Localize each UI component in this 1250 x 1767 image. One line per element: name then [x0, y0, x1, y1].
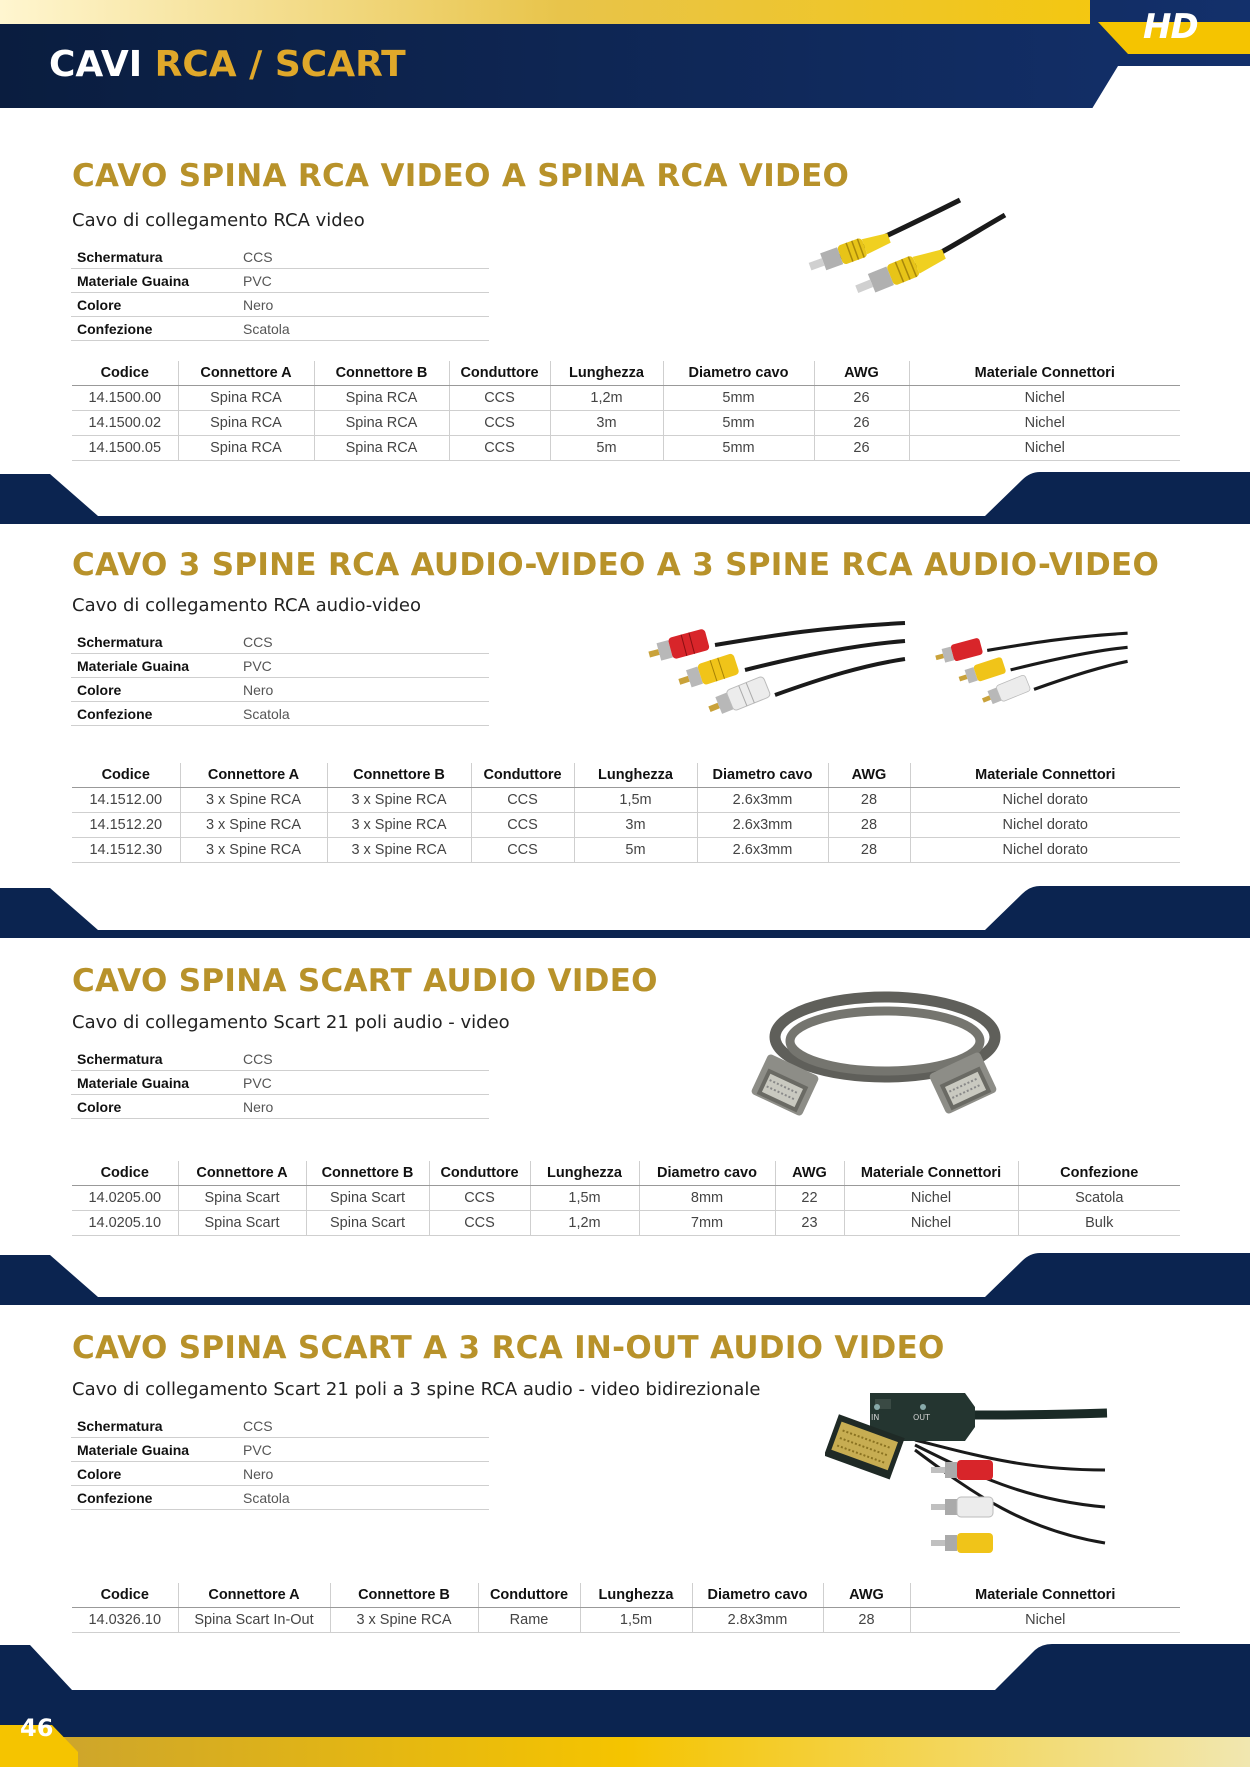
table-cell: 14.0205.00: [72, 1186, 178, 1211]
col-header: Lunghezza: [550, 361, 663, 386]
table-cell: 28: [828, 813, 910, 838]
rca-3-cable-image: [625, 615, 1130, 740]
table-cell: 3 x Spine RCA: [180, 813, 327, 838]
table-cell: Spina Scart: [306, 1186, 429, 1211]
table-cell: CCS: [449, 436, 550, 461]
col-header: Conduttore: [478, 1583, 580, 1608]
table-cell: Spina RCA: [314, 411, 449, 436]
spec-key: Confezione: [71, 1486, 237, 1510]
section-1-title: CAVO SPINA RCA VIDEO A SPINA RCA VIDEO: [72, 158, 850, 194]
table-cell: 26: [814, 386, 909, 411]
table-cell: Spina Scart: [178, 1186, 306, 1211]
scart-out-label: OUT: [913, 1413, 931, 1422]
table-cell: Rame: [478, 1608, 580, 1633]
table-cell: 14.1500.00: [72, 386, 178, 411]
spec-value: PVC: [237, 1071, 489, 1095]
table-cell: 28: [828, 788, 910, 813]
spec-key: Schermatura: [71, 630, 237, 654]
table-cell: 3 x Spine RCA: [180, 838, 327, 863]
table-cell: CCS: [449, 386, 550, 411]
col-header: Materiale Connettori: [910, 1583, 1180, 1608]
table-cell: 28: [828, 838, 910, 863]
col-header: Confezione: [1018, 1161, 1180, 1186]
table-cell: Spina RCA: [178, 386, 314, 411]
scart-rca-cable-image: [825, 1385, 1110, 1560]
col-header: Diametro cavo: [639, 1161, 775, 1186]
table-cell: CCS: [471, 788, 574, 813]
header-title-gold: RCA / SCART: [154, 44, 406, 85]
header-title-white: CAVI: [49, 44, 143, 85]
table-row: [72, 1186, 1180, 1211]
table-cell: CCS: [429, 1211, 530, 1236]
table-cell: 5m: [574, 838, 697, 863]
col-header: Connettore B: [314, 361, 449, 386]
table-cell: 26: [814, 411, 909, 436]
spec-row: [71, 293, 489, 317]
table-cell: 1,5m: [530, 1186, 639, 1211]
section-4-specs: [71, 1414, 489, 1510]
col-header: AWG: [828, 763, 910, 788]
spec-value: Scatola: [237, 702, 489, 726]
spec-row: [71, 317, 489, 341]
rca-video-cable-image: [780, 195, 1010, 320]
spec-row: [71, 1095, 489, 1119]
section-3-product-table: [72, 1161, 1180, 1236]
table-cell: 2.6x3mm: [697, 788, 828, 813]
section-2-subtitle: Cavo di collegamento RCA audio-video: [72, 595, 421, 616]
table-cell: 3m: [574, 813, 697, 838]
spec-value: Scatola: [237, 317, 489, 341]
section-3-title: CAVO SPINA SCART AUDIO VIDEO: [72, 963, 658, 999]
spec-key: Schermatura: [71, 1047, 237, 1071]
table-cell: 3 x Spine RCA: [327, 838, 471, 863]
spec-key: Colore: [71, 1462, 237, 1486]
spec-key: Schermatura: [71, 1414, 237, 1438]
col-header: Codice: [72, 1583, 178, 1608]
table-cell: CCS: [449, 411, 550, 436]
table-header-row: [72, 1583, 1180, 1608]
table-header-row: [72, 763, 1180, 788]
section-2-title: CAVO 3 SPINE RCA AUDIO-VIDEO A 3 SPINE RCA AUDIO-VIDEO: [72, 547, 1160, 583]
table-cell: 14.1500.02: [72, 411, 178, 436]
col-header: Diametro cavo: [697, 763, 828, 788]
table-cell: 5m: [550, 436, 663, 461]
col-header: Conduttore: [429, 1161, 530, 1186]
col-header: Materiale Connettori: [844, 1161, 1018, 1186]
col-header: Lunghezza: [530, 1161, 639, 1186]
table-cell: Nichel: [909, 411, 1180, 436]
table-cell: 14.0326.10: [72, 1608, 178, 1633]
scart-cable-image: [745, 985, 1020, 1130]
section-separator: [0, 466, 1250, 526]
col-header: Connettore A: [180, 763, 327, 788]
table-cell: 14.1512.00: [72, 788, 180, 813]
col-header: Codice: [72, 361, 178, 386]
table-row: [72, 838, 1180, 863]
table-cell: 14.0205.10: [72, 1211, 178, 1236]
section-3-subtitle: Cavo di collegamento Scart 21 poli audio - video: [72, 1012, 510, 1033]
col-header: Conduttore: [449, 361, 550, 386]
table-cell: Spina RCA: [178, 436, 314, 461]
table-cell: Nichel: [910, 1608, 1180, 1633]
col-header: Lunghezza: [574, 763, 697, 788]
spec-value: Nero: [237, 1462, 489, 1486]
table-cell: 3 x Spine RCA: [327, 788, 471, 813]
table-cell: Spina Scart: [178, 1211, 306, 1236]
table-row: [72, 813, 1180, 838]
table-cell: 1,5m: [574, 788, 697, 813]
spec-row: [71, 630, 489, 654]
table-cell: Nichel: [844, 1186, 1018, 1211]
spec-row: [71, 1462, 489, 1486]
page-number: 46: [20, 1714, 54, 1742]
section-4-title: CAVO SPINA SCART A 3 RCA IN-OUT AUDIO VIDEO: [72, 1330, 945, 1366]
table-cell: 1,2m: [550, 386, 663, 411]
table-cell: 2.6x3mm: [697, 813, 828, 838]
table-cell: 2.6x3mm: [697, 838, 828, 863]
section-4-product-table: [72, 1583, 1180, 1633]
col-header: Codice: [72, 1161, 178, 1186]
table-cell: 8mm: [639, 1186, 775, 1211]
spec-key: Colore: [71, 1095, 237, 1119]
table-cell: 5mm: [663, 386, 814, 411]
table-cell: 2.8x3mm: [692, 1608, 823, 1633]
table-header-row: [72, 1161, 1180, 1186]
table-row: [72, 788, 1180, 813]
hd-logo: HD: [1143, 7, 1198, 47]
col-header: AWG: [823, 1583, 910, 1608]
table-cell: 14.1512.20: [72, 813, 180, 838]
spec-value: CCS: [237, 1414, 489, 1438]
table-header-row: [72, 361, 1180, 386]
col-header: Materiale Connettori: [909, 361, 1180, 386]
spec-value: PVC: [237, 269, 489, 293]
table-cell: 3 x Spine RCA: [180, 788, 327, 813]
table-cell: Bulk: [1018, 1211, 1180, 1236]
col-header: Connettore B: [306, 1161, 429, 1186]
spec-key: Materiale Guaina: [71, 1438, 237, 1462]
col-header: Conduttore: [471, 763, 574, 788]
section-2-specs: [71, 630, 489, 726]
table-cell: Spina RCA: [178, 411, 314, 436]
section-separator: [0, 880, 1250, 940]
spec-row: [71, 1414, 489, 1438]
table-cell: CCS: [471, 838, 574, 863]
section-1-subtitle: Cavo di collegamento RCA video: [72, 210, 365, 231]
col-header: Materiale Connettori: [910, 763, 1180, 788]
table-cell: Nichel: [909, 436, 1180, 461]
col-header: Connettore A: [178, 1583, 330, 1608]
table-cell: Nichel dorato: [910, 813, 1180, 838]
table-cell: CCS: [471, 813, 574, 838]
table-cell: Nichel: [909, 386, 1180, 411]
spec-row: [71, 1486, 489, 1510]
table-cell: Spina RCA: [314, 436, 449, 461]
col-header: Connettore A: [178, 1161, 306, 1186]
table-cell: 14.1500.05: [72, 436, 178, 461]
col-header: Connettore B: [330, 1583, 478, 1608]
spec-key: Schermatura: [71, 245, 237, 269]
table-row: [72, 411, 1180, 436]
table-cell: 7mm: [639, 1211, 775, 1236]
spec-key: Confezione: [71, 317, 237, 341]
spec-row: [71, 269, 489, 293]
table-cell: Spina Scart In-Out: [178, 1608, 330, 1633]
table-cell: 5mm: [663, 411, 814, 436]
col-header: Codice: [72, 763, 180, 788]
table-cell: Spina Scart: [306, 1211, 429, 1236]
spec-row: [71, 1438, 489, 1462]
table-row: [72, 386, 1180, 411]
spec-row: [71, 702, 489, 726]
table-cell: CCS: [429, 1186, 530, 1211]
table-cell: 5mm: [663, 436, 814, 461]
section-1-specs: [71, 245, 489, 341]
spec-key: Materiale Guaina: [71, 269, 237, 293]
spec-value: CCS: [237, 1047, 489, 1071]
table-cell: Nichel dorato: [910, 838, 1180, 863]
page-header-title: [49, 44, 406, 85]
table-cell: 1,5m: [580, 1608, 692, 1633]
table-cell: Nichel dorato: [910, 788, 1180, 813]
spec-value: Nero: [237, 678, 489, 702]
section-separator: [0, 1247, 1250, 1307]
col-header: AWG: [775, 1161, 844, 1186]
table-cell: 26: [814, 436, 909, 461]
spec-value: PVC: [237, 654, 489, 678]
spec-value: Scatola: [237, 1486, 489, 1510]
col-header: Diametro cavo: [663, 361, 814, 386]
col-header: Diametro cavo: [692, 1583, 823, 1608]
table-cell: 3 x Spine RCA: [330, 1608, 478, 1633]
spec-value: Nero: [237, 1095, 489, 1119]
spec-row: [71, 1047, 489, 1071]
section-3-specs: [71, 1047, 489, 1119]
spec-key: Colore: [71, 293, 237, 317]
spec-value: CCS: [237, 245, 489, 269]
spec-key: Colore: [71, 678, 237, 702]
table-cell: Scatola: [1018, 1186, 1180, 1211]
table-cell: Nichel: [844, 1211, 1018, 1236]
spec-row: [71, 245, 489, 269]
spec-row: [71, 654, 489, 678]
table-cell: 3 x Spine RCA: [327, 813, 471, 838]
spec-value: PVC: [237, 1438, 489, 1462]
spec-key: Materiale Guaina: [71, 654, 237, 678]
footer-banner: [0, 1640, 1250, 1767]
table-row: [72, 436, 1180, 461]
col-header: Connettore B: [327, 763, 471, 788]
spec-key: Materiale Guaina: [71, 1071, 237, 1095]
col-header: Connettore A: [178, 361, 314, 386]
table-row: [72, 1211, 1180, 1236]
spec-value: CCS: [237, 630, 489, 654]
table-cell: 3m: [550, 411, 663, 436]
section-1-product-table: [72, 361, 1180, 461]
spec-value: Nero: [237, 293, 489, 317]
table-cell: 23: [775, 1211, 844, 1236]
spec-row: [71, 678, 489, 702]
spec-key: Confezione: [71, 702, 237, 726]
col-header: Lunghezza: [580, 1583, 692, 1608]
scart-in-label: IN: [871, 1413, 880, 1422]
spec-row: [71, 1071, 489, 1095]
table-cell: 28: [823, 1608, 910, 1633]
table-cell: 1,2m: [530, 1211, 639, 1236]
table-cell: Spina RCA: [314, 386, 449, 411]
section-4-subtitle: Cavo di collegamento Scart 21 poli a 3 spine RCA audio - video bidirezionale: [72, 1379, 761, 1400]
table-cell: 22: [775, 1186, 844, 1211]
table-cell: 14.1512.30: [72, 838, 180, 863]
section-2-product-table: [72, 763, 1180, 863]
table-row: [72, 1608, 1180, 1633]
col-header: AWG: [814, 361, 909, 386]
